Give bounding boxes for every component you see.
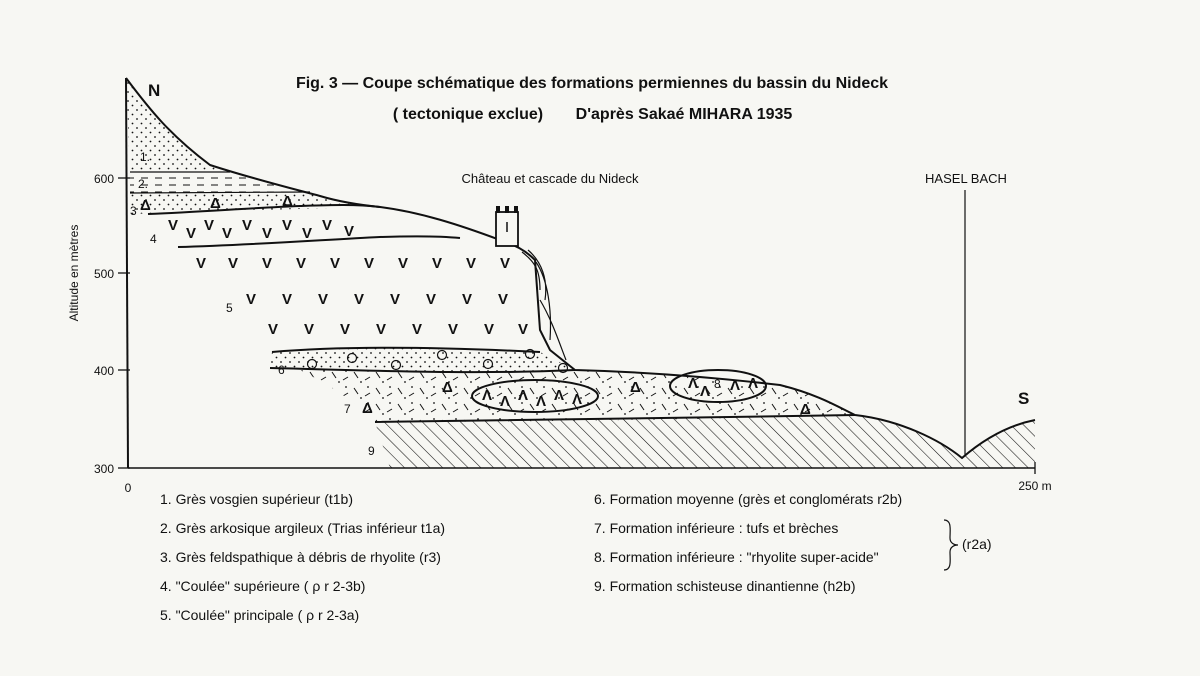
v-mark: V: [344, 223, 355, 240]
v-mark: V: [242, 217, 253, 234]
delta-mark: Δ: [630, 379, 641, 396]
figure-title-source: D'après Sakaé MIHARA 1935: [575, 106, 793, 123]
v-mark: V: [268, 321, 279, 338]
caret-mark: Λ: [518, 387, 529, 404]
v-mark: V: [498, 291, 509, 308]
legend-item: 9. Formation schisteuse dinantienne (h2b): [594, 578, 856, 594]
v-mark: V: [296, 255, 307, 272]
v-mark: V: [340, 321, 351, 338]
legend-bracket: [944, 520, 958, 570]
waterfall-cascade: [522, 250, 566, 360]
v-mark: V: [222, 225, 233, 242]
v-mark: V: [390, 291, 401, 308]
v-mark: V: [282, 217, 293, 234]
v-mark: V: [204, 217, 215, 234]
y-tick-label: 500: [93, 267, 114, 281]
legend-item: 4. "Coulée" supérieure ( ρ r 2-3b): [160, 578, 366, 594]
v-mark: V: [398, 255, 409, 272]
legend-item: 8. Formation inférieure : "rhyolite super-acide": [594, 549, 879, 565]
layer-number-8: 8: [714, 377, 721, 391]
y-axis-label: Altitude en mètres: [67, 224, 81, 322]
v-mark: V: [462, 291, 473, 308]
layer-2-gres-arkosique: [130, 172, 310, 193]
v-mark: V: [262, 255, 273, 272]
delta-mark: Δ: [362, 400, 373, 417]
delta-mark: Δ: [442, 379, 453, 396]
caret-mark: Λ: [688, 375, 699, 392]
layer-number-6: 6: [278, 363, 285, 377]
delta-mark: Δ: [800, 401, 811, 418]
v-mark: V: [500, 255, 511, 272]
caret-mark: Λ: [572, 391, 583, 408]
v-mark: V: [304, 321, 315, 338]
v-mark: V: [364, 255, 375, 272]
delta-mark: Δ: [282, 193, 293, 210]
caret-mark: Λ: [500, 393, 511, 410]
v-mark: V: [518, 321, 529, 338]
legend-item: 5. "Coulée" principale ( ρ r 2-3a): [160, 607, 360, 623]
v-mark: V: [330, 255, 341, 272]
legend: [160, 491, 992, 623]
delta-mark: Δ: [140, 197, 151, 214]
caret-mark: Λ: [482, 387, 493, 404]
v-mark: V: [246, 291, 257, 308]
figure-title-note: ( tectonique exclue): [392, 106, 544, 123]
north-label: N: [148, 81, 161, 100]
caret-mark: Λ: [748, 375, 759, 392]
v-mark: V: [432, 255, 443, 272]
delta-mark: Δ: [210, 195, 221, 212]
river-label: HASEL BACH: [925, 171, 1007, 186]
rhyolite-v-marks: [168, 217, 528, 338]
v-mark: V: [354, 291, 365, 308]
legend-item: 3. Grès feldspathique à débris de rhyolite (r3): [160, 549, 441, 565]
v-mark: V: [448, 321, 459, 338]
v-mark: V: [196, 255, 207, 272]
v-mark: V: [168, 217, 179, 234]
x-end-label: 250 m: [1018, 479, 1052, 493]
layer-number-3: 3: [130, 204, 137, 218]
y-tick-label: 400: [93, 364, 114, 378]
boundary-4-5: [178, 236, 460, 247]
v-mark: V: [262, 225, 273, 242]
x-start-label: 0: [124, 481, 132, 495]
legend-item: 6. Formation moyenne (grès et conglomérats r2b): [594, 491, 903, 507]
layer-number-9: 9: [368, 444, 375, 458]
layer-number-5: 5: [226, 301, 233, 315]
y-tick-label: 300: [93, 462, 114, 476]
v-mark: V: [322, 217, 333, 234]
v-mark: V: [186, 225, 197, 242]
legend-item: 2. Grès arkosique argileux (Trias inférieur t1a): [160, 520, 446, 536]
v-mark: V: [318, 291, 329, 308]
y-tick-label: 600: [93, 172, 114, 186]
layer-number-1: 1.: [140, 150, 151, 164]
v-mark: V: [302, 225, 313, 242]
caret-mark: Λ: [554, 387, 565, 404]
v-mark: V: [484, 321, 495, 338]
chateau-label: Château et cascade du Nideck: [461, 171, 639, 186]
legend-item: 1. Grès vosgien supérieur (t1b): [160, 491, 353, 507]
caret-mark: Λ: [730, 377, 741, 394]
south-label: S: [1018, 389, 1030, 408]
layer-3-gres-feldspathique: [130, 192, 365, 214]
legend-item: 7. Formation inférieure : tufs et brèches: [594, 520, 839, 536]
v-mark: V: [412, 321, 423, 338]
caret-mark: Λ: [536, 393, 547, 410]
v-mark: V: [282, 291, 293, 308]
layer-number-4: 4: [150, 232, 157, 246]
v-mark: V: [466, 255, 477, 272]
layer-number-7: 7: [344, 402, 351, 416]
caret-mark: Λ: [700, 383, 711, 400]
figure-title-line1: Fig. 3 — Coupe schématique des formations permiennes du bassin du Nideck: [295, 75, 889, 92]
legend-bracket-label: (r2a): [962, 536, 992, 552]
v-mark: V: [426, 291, 437, 308]
v-mark: V: [228, 255, 239, 272]
v-mark: V: [376, 321, 387, 338]
layer-number-2: 2.: [138, 177, 149, 191]
chateau-tower-icon: [496, 206, 518, 246]
